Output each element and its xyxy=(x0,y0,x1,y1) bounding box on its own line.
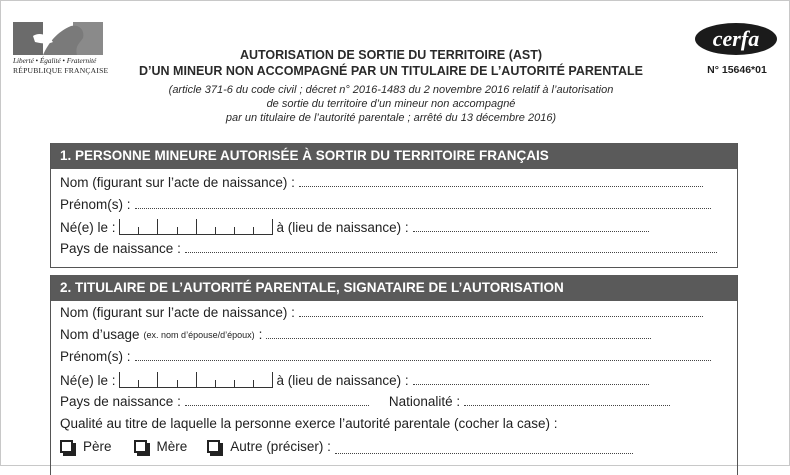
parent-nom-usage-row xyxy=(60,327,651,342)
parent-prenoms-field[interactable] xyxy=(135,359,711,361)
mere-checkbox[interactable] xyxy=(134,440,147,453)
parent-qualite-label: Qualité au titre de laquelle la personne exerce l’autorité parentale (cocher la case) : xyxy=(60,416,558,431)
parent-qualite-row xyxy=(60,416,558,431)
parent-nationalite-label: Nationalité : xyxy=(388,394,461,409)
parent-prenoms-label: Prénom(s) : xyxy=(60,349,131,364)
minor-prenoms-label: Prénom(s) : xyxy=(60,197,131,212)
minor-birthdate-field[interactable] xyxy=(119,219,273,235)
autre-label: Autre (préciser) : xyxy=(230,439,331,454)
mere-label: Mère xyxy=(156,439,188,454)
minor-prenoms-row xyxy=(60,197,711,212)
parent-pays-row xyxy=(60,394,670,409)
parent-nom-field[interactable] xyxy=(299,315,703,317)
form-title-line1: AUTORISATION DE SORTIE DU TERRITOIRE (AST) xyxy=(239,48,543,62)
logo-motto: Liberté • Égalité • Fraternité xyxy=(13,57,97,65)
parent-qualite-options xyxy=(60,439,633,454)
minor-pays-row xyxy=(60,241,717,256)
parent-nom-usage-hint: (ex. nom d’épouse/d’époux) xyxy=(143,330,255,340)
legal-reference-line2: de sortie du territoire d’un mineur non accompagné xyxy=(266,98,516,110)
parent-prenoms-row xyxy=(60,349,711,364)
pere-checkbox[interactable] xyxy=(60,440,73,453)
minor-lieu-label: à (lieu de naissance) : xyxy=(276,220,409,235)
autre-checkbox[interactable] xyxy=(207,440,220,453)
parent-nom-row xyxy=(60,305,703,320)
section-minor xyxy=(50,143,738,268)
parent-nom-usage-field[interactable] xyxy=(266,337,651,339)
legal-reference-line1: (article 371-6 du code civil ; décret n° 2016-1483 du 2 novembre 2016 relatif à l’autorisation xyxy=(168,84,614,96)
autre-field[interactable] xyxy=(335,452,633,454)
parent-nationalite-field[interactable] xyxy=(464,404,670,406)
logo-republic: RÉPUBLIQUE FRANÇAISE xyxy=(13,66,109,75)
parent-birthdate-field[interactable] xyxy=(119,372,273,388)
parent-pays-field[interactable] xyxy=(185,404,369,406)
form-title-line2: D’UN MINEUR NON ACCOMPAGNÉ PAR UN TITULAIRE DE L’AUTORITÉ PARENTALE xyxy=(139,64,643,78)
parent-nom-usage-label: Nom d’usage xyxy=(60,327,140,342)
cerfa-number: N° 15646*01 xyxy=(707,64,767,76)
section-minor-title: 1. PERSONNE MINEURE AUTORISÉE À SORTIR DU TERRITOIRE FRANÇAIS xyxy=(51,143,737,169)
minor-nom-label: Nom (figurant sur l’acte de naissance) : xyxy=(60,175,295,190)
section-parent xyxy=(50,275,738,475)
pere-label: Père xyxy=(83,439,112,454)
minor-lieu-field[interactable] xyxy=(413,230,649,232)
minor-prenoms-field[interactable] xyxy=(135,207,711,209)
parent-nom-label: Nom (figurant sur l’acte de naissance) : xyxy=(60,305,295,320)
legal-reference-line3: par un titulaire de l’autorité parentale ; arrêté du 13 décembre 2016) xyxy=(225,112,557,124)
parent-birth-row xyxy=(60,372,649,388)
marianne-icon xyxy=(13,22,103,55)
parent-lieu-field[interactable] xyxy=(413,383,649,385)
minor-nom-field[interactable] xyxy=(299,185,703,187)
minor-nom-row xyxy=(60,175,703,190)
parent-pays-label: Pays de naissance : xyxy=(60,394,181,409)
form-title xyxy=(111,47,671,79)
minor-ne-le-label: Né(e) le : xyxy=(60,220,116,235)
parent-nom-usage-colon: : xyxy=(258,327,263,342)
cerfa-logo: cerfa xyxy=(695,23,777,55)
form-legal-reference xyxy=(111,83,671,125)
minor-pays-label: Pays de naissance : xyxy=(60,241,181,256)
republique-francaise-logo xyxy=(13,22,107,75)
parent-ne-le-label: Né(e) le : xyxy=(60,373,116,388)
section-parent-title: 2. TITULAIRE DE L’AUTORITÉ PARENTALE, SIGNATAIRE DE L’AUTORISATION xyxy=(51,275,737,301)
minor-pays-field[interactable] xyxy=(185,251,717,253)
minor-birth-row xyxy=(60,219,649,235)
parent-lieu-label: à (lieu de naissance) : xyxy=(276,373,409,388)
